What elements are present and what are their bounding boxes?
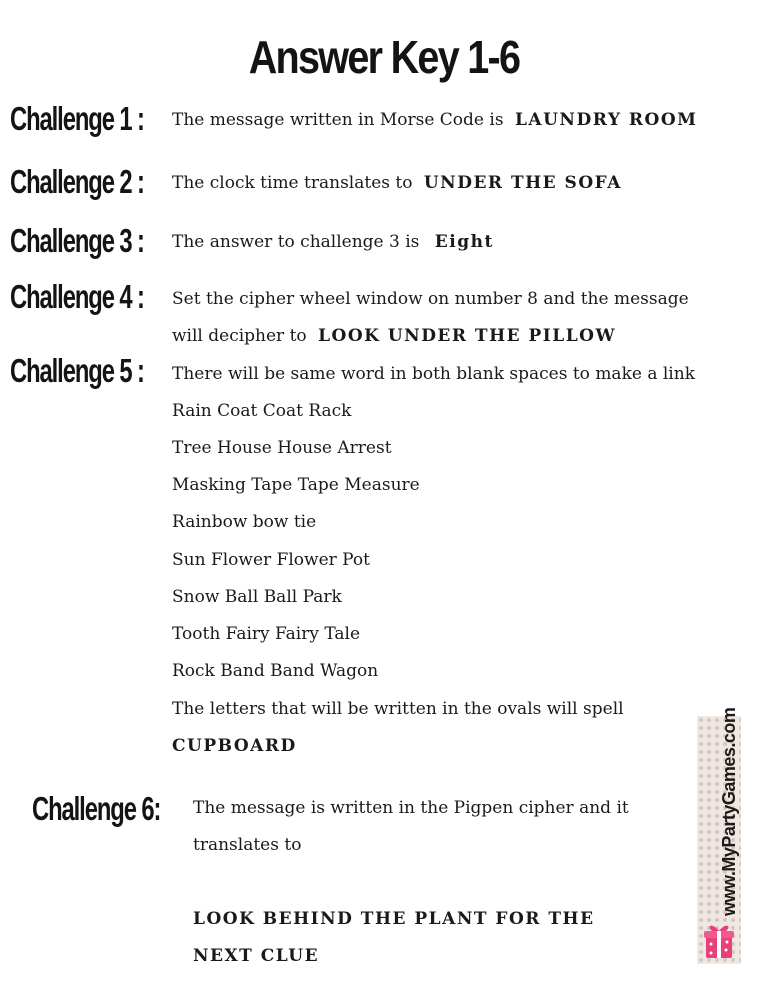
challenge-6-text2: translates to <box>193 835 302 855</box>
challenge-1-label: Challenge 1 : <box>10 100 144 137</box>
word-pair-5: Sun Flower Flower Pot <box>172 550 370 570</box>
challenge-3-text: The answer to challenge 3 is <box>172 232 420 252</box>
word-pair-8: Rock Band Band Wagon <box>172 661 379 681</box>
page-title: Answer Key 1-6 <box>248 31 520 83</box>
challenge-3-label: Challenge 3 : <box>10 222 144 259</box>
challenge-5-text: There will be same word in both blank spaces to make a link <box>172 364 695 384</box>
challenge-4-answer: LOOK UNDER THE PILLOW <box>318 326 617 346</box>
challenge-6-answer-line-1 <box>193 909 595 929</box>
site-url: www.MyPartyGames.com <box>719 707 739 916</box>
word-pair-6: Snow Ball Ball Park <box>172 587 342 607</box>
challenge-6-answer-1: LOOK BEHIND THE PLANT FOR THE <box>193 909 595 929</box>
word-pair-7: Tooth Fairy Fairy Tale <box>172 624 361 644</box>
challenge-4-text2: will decipher to <box>172 326 307 346</box>
challenge-5-text2: The letters that will be written in the ovals will spell <box>172 699 624 719</box>
challenge-2-line <box>172 173 622 193</box>
challenge-4-label: Challenge 4 : <box>10 278 144 315</box>
challenge-5-answer-line <box>172 736 297 756</box>
challenge-4-text: Set the cipher wheel window on number 8 and the message <box>172 289 689 309</box>
gift-icon <box>700 918 738 962</box>
challenge-6-answer-2: NEXT CLUE <box>193 946 320 966</box>
challenge-3-line <box>172 232 494 252</box>
challenge-1-text: The message written in Morse Code is <box>172 110 504 130</box>
word-pair-4: Rainbow bow tie <box>172 512 317 532</box>
challenge-1-answer: LAUNDRY ROOM <box>514 110 698 130</box>
challenge-5-label: Challenge 5 : <box>10 352 144 389</box>
challenge-2-answer: UNDER THE SOFA <box>423 173 622 193</box>
challenge-2-text: The clock time translates to <box>172 173 413 193</box>
challenge-1-line <box>172 110 697 130</box>
challenge-6-label: Challenge 6: <box>32 790 161 827</box>
challenge-2-label: Challenge 2 : <box>10 163 144 200</box>
challenge-6-text: The message is written in the Pigpen cipher and it <box>193 798 629 818</box>
challenge-3-answer: Eight <box>434 232 494 252</box>
word-pair-1: Rain Coat Coat Rack <box>172 401 352 421</box>
challenge-6-answer-line-2 <box>193 946 319 966</box>
challenge-4-line2 <box>172 326 616 346</box>
challenge-5-answer: CUPBOARD <box>172 736 297 756</box>
word-pair-3: Masking Tape Tape Measure <box>172 475 420 495</box>
word-pair-2: Tree House House Arrest <box>172 438 392 458</box>
